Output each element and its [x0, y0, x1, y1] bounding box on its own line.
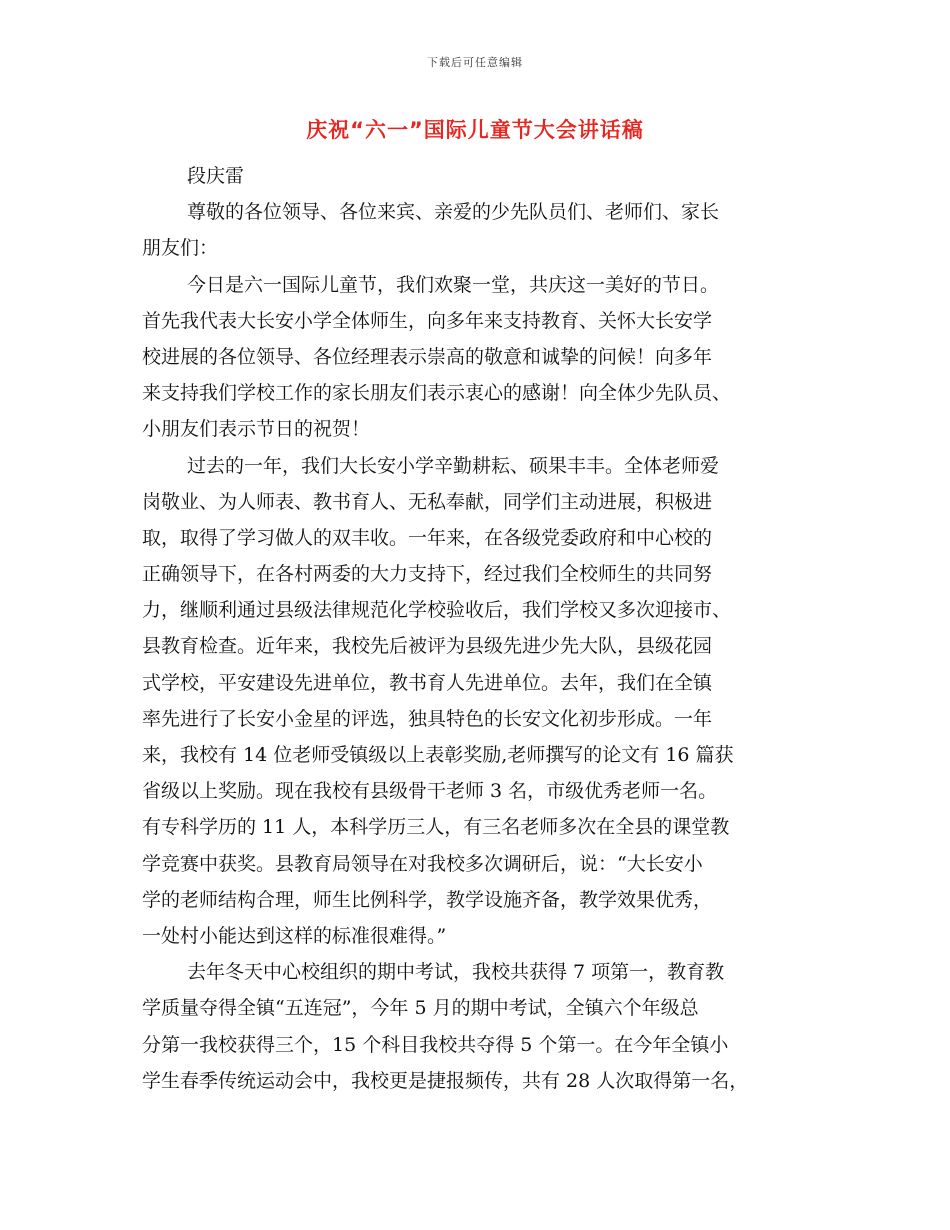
paragraph-line: 取，取得了学习做人的双丰收。一年来，在各级党委政府和中心校的: [142, 526, 713, 549]
paragraph: [142, 954, 812, 1099]
header-note: 下载后可任意编辑: [427, 56, 523, 69]
paragraph-line: 省级以上奖励。现在我校有县级骨干老师 3 名，市级优秀老师一名。: [142, 780, 718, 803]
paragraph: [142, 194, 812, 266]
paragraph-line: 去年冬天中心校组织的期中考试，我校共获得 7 项第一，教育教: [187, 961, 725, 984]
paragraph-line: 有专科学历的 11 人，本科学历三人，有三名老师多次在全县的课堂教: [142, 816, 730, 839]
paragraph-line: 岗敬业、为人师表、教书育人、无私奉献，同学们主动进展，积极进: [142, 490, 713, 513]
paragraph-line: 学质量夺得全镇“五连冠”，今年 5 月的期中考试，全镇六个年级总: [142, 997, 699, 1020]
document-title: 庆祝“六一”国际儿童节大会讲话稿: [306, 118, 644, 142]
paragraph-line: 来支持我们学校工作的家长朋友们表示衷心的感谢！向全体少先队员、: [142, 382, 732, 405]
paragraph-line: 尊敬的各位领导、各位来宾、亲爱的少先队员们、老师们、家长: [187, 201, 720, 224]
paragraph-line: 分第一我校获得三个，15 个科目我校共夺得 5 个第一。在今年全镇小: [142, 1033, 729, 1056]
document-body: [142, 158, 812, 1099]
paragraph-line: 过去的一年，我们大长安小学辛勤耕耘、硕果丰丰。全体老师爱: [187, 454, 720, 477]
paragraph-line: 学竞赛中获奖。县教育局领导在对我校多次调研后，说：“大长安小: [142, 852, 703, 875]
paragraph-line: 式学校，平安建设先进单位，教书育人先进单位。去年，我们在全镇: [142, 671, 713, 694]
paragraph-line: 今日是六一国际儿童节，我们欢聚一堂，共庆这一美好的节日。: [187, 273, 720, 296]
paragraph-line: 一处村小能达到这样的标准很难得。”: [142, 924, 447, 947]
paragraph-line: 县教育检查。近年来，我校先后被评为县级先进少先大队，县级花园: [142, 635, 713, 658]
paragraphs-container: [142, 194, 812, 1099]
paragraph-line: 首先我代表大长安小学全体师生，向多年来支持教育、关怀大长安学: [142, 309, 713, 332]
paragraph-line: 正确领导下，在各村两委的大力支持下，经过我们全校师生的共同努: [142, 563, 713, 586]
paragraph-line: 小朋友们表示节日的祝贺！: [142, 418, 371, 441]
paragraph-line: 学的老师结构合理，师生比例科学，教学设施齐备，教学效果优秀，: [142, 888, 713, 911]
paragraph-line: 学生春季传统运动会中，我校更是捷报频传，共有 28 人次取得第一名，: [142, 1069, 749, 1092]
paragraph: [142, 448, 812, 955]
paragraph-line: 力，继顺利通过县级法律规范化学校验收后，我们学校又多次迎接市、: [142, 599, 732, 622]
paragraph-line: 来，我校有 14 位老师受镇级以上表彰奖励,老师撰写的论文有 16 篇获: [142, 744, 734, 766]
paragraph-line: 校进展的各位领导、各位经理表示崇高的敬意和诚挚的问候！向多年: [142, 345, 713, 368]
paragraph-line: 率先进行了长安小金星的评选，独具特色的长安文化初步形成。一年: [142, 707, 713, 730]
author-name: 段庆雷: [187, 165, 245, 187]
paragraph: [142, 267, 812, 448]
paragraph-line: 朋友们：: [142, 237, 219, 260]
